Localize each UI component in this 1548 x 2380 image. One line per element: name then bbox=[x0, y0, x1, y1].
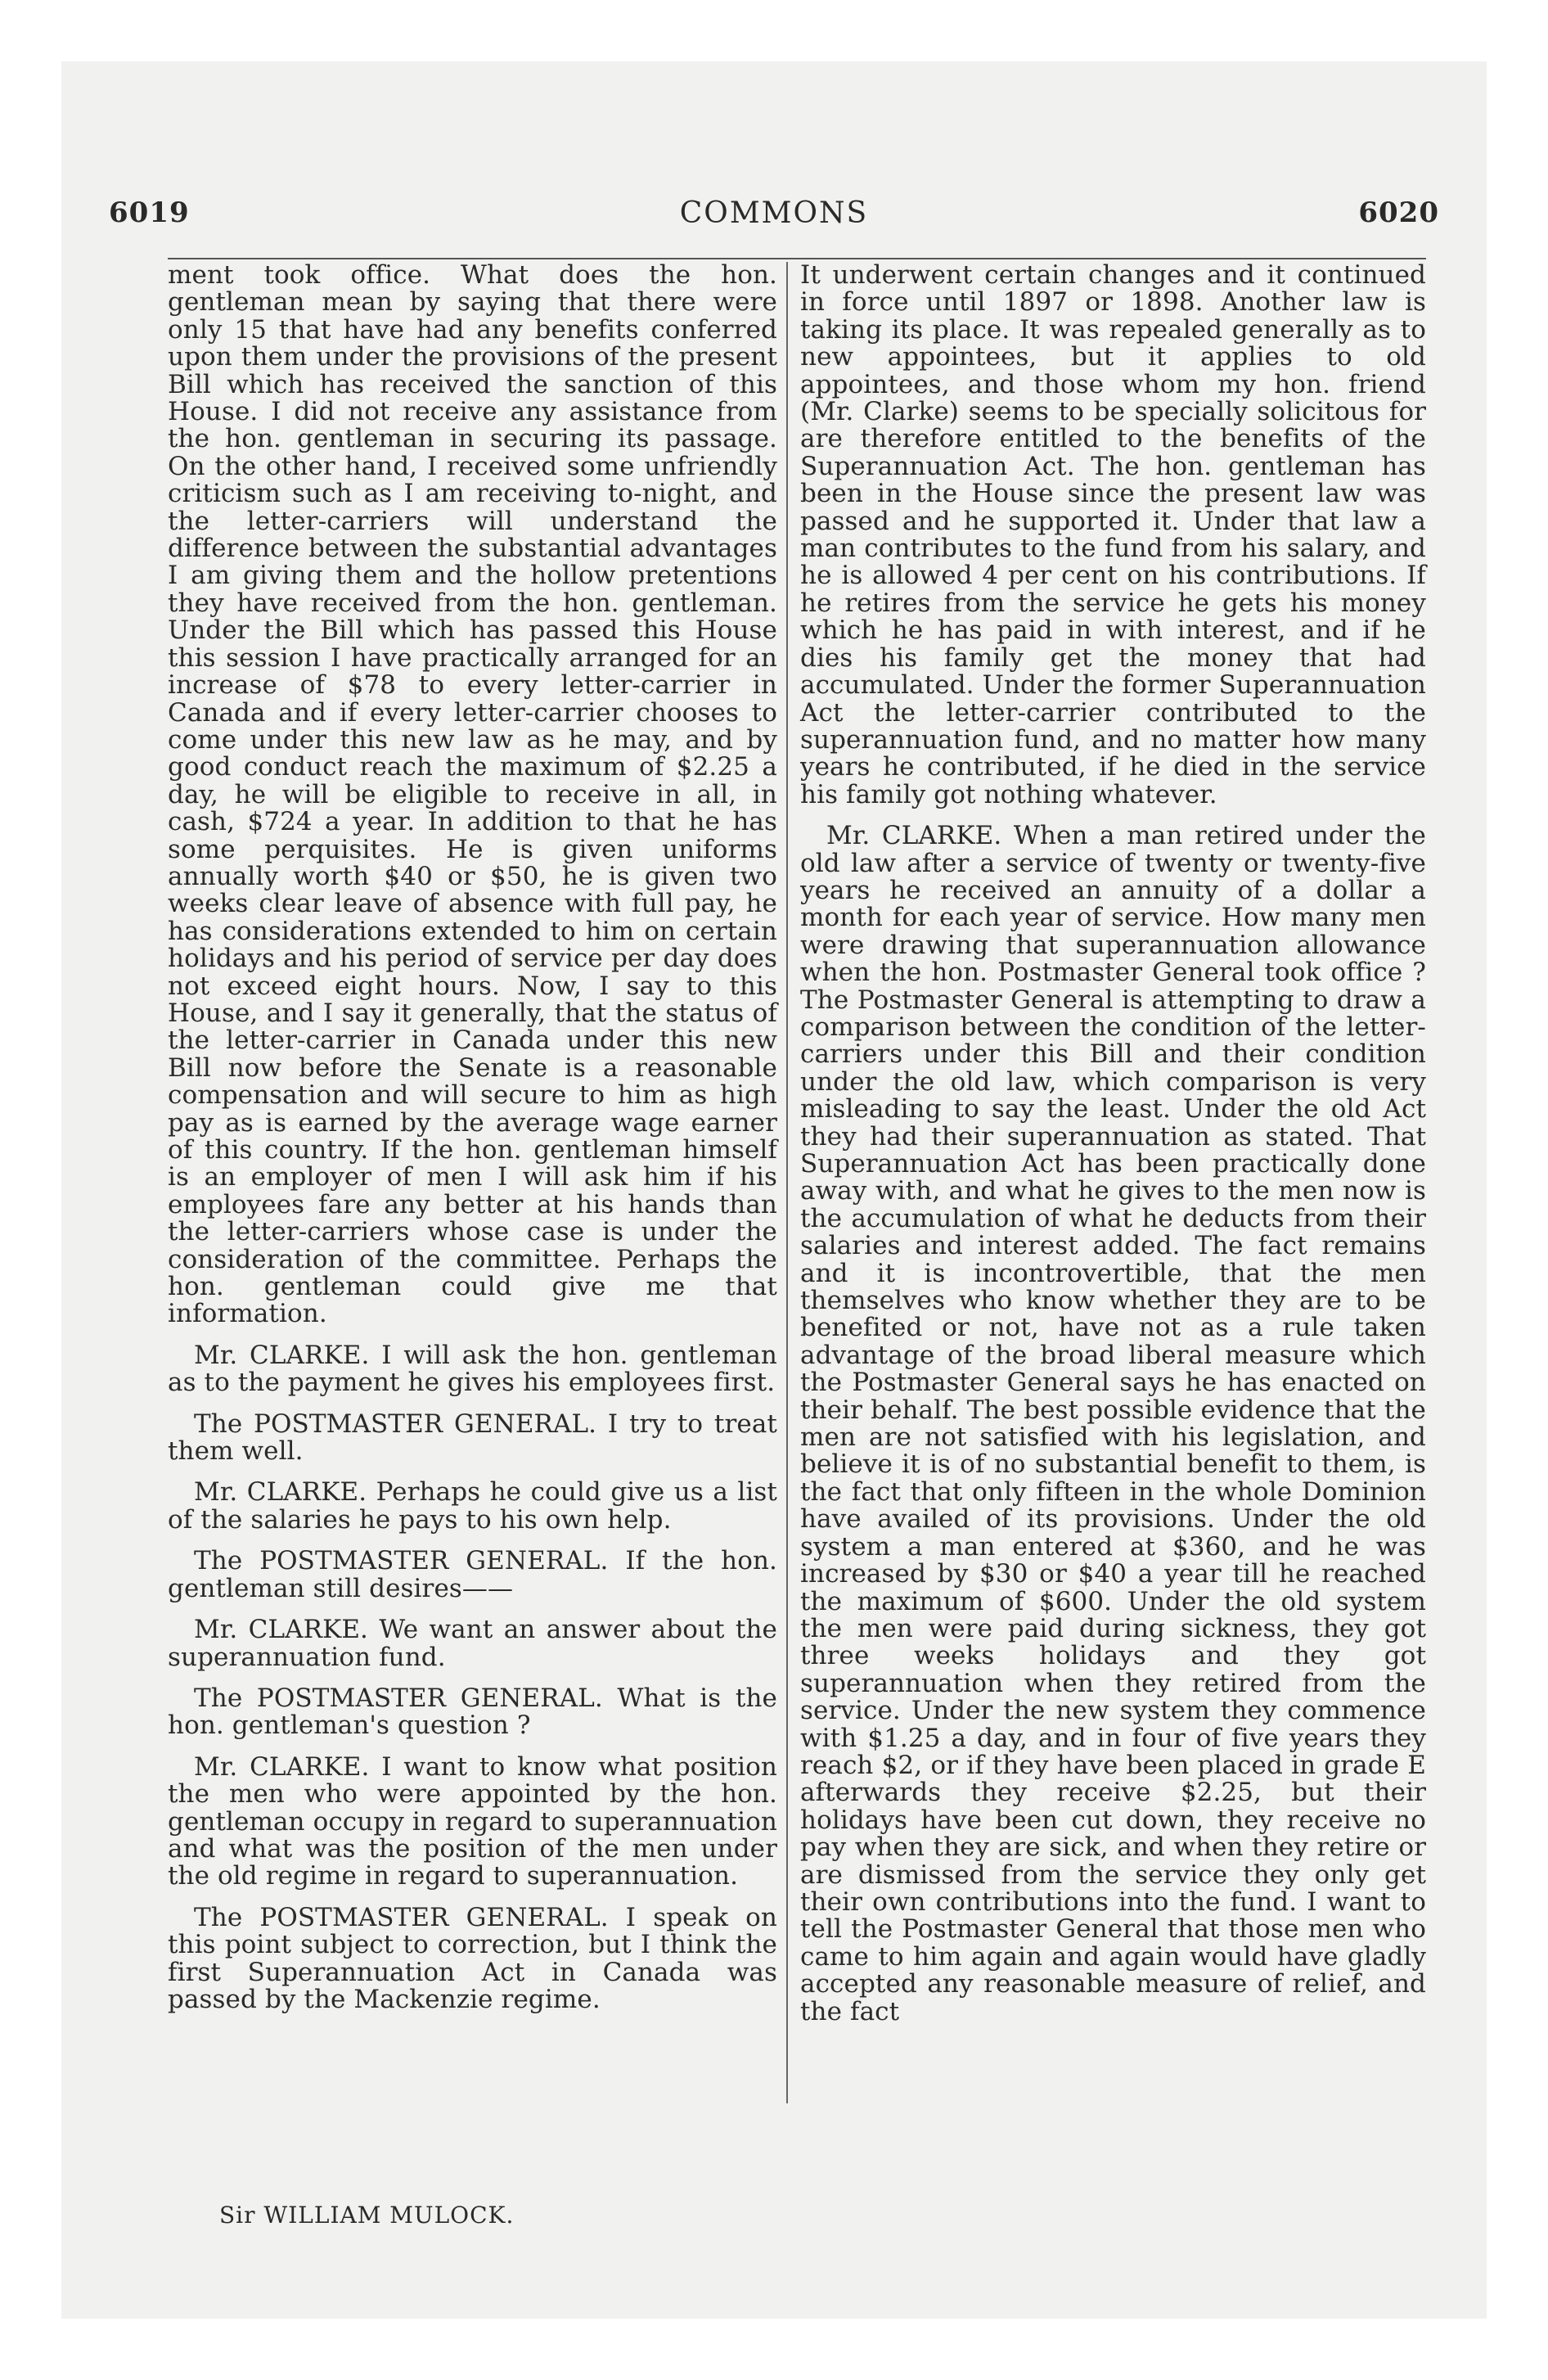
paragraph: Mr. CLARKE. We want an answer about the superannuation fund. bbox=[168, 1615, 777, 1672]
paragraph: Mr. CLARKE. Perhaps he could give us a list of the salaries he pays to his own help. bbox=[168, 1477, 777, 1535]
paragraph: The POSTMASTER GENERAL. What is the hon. gentleman's question ? bbox=[168, 1683, 777, 1741]
paragraph: The POSTMASTER GENERAL. If the hon. gentleman still desires—— bbox=[168, 1546, 777, 1603]
paragraph: It underwent certain changes and it continued in force until 1897 or 1898. Another law is taking its place. It was repealed generally as to new appointees, but it applies to old appointees, and those whom my hon. friend (Mr. Clarke) seems to be specially solicitous for are therefore entitled to the benefits of the Superannuation Act. The hon. gentleman has been in the House since the present law was passed and he supported it. Under that law a man contributes to the fund from his salary, and he is allowed 4 per cent on his contributions. If he retires from the service he gets his money which he has paid in with interest, and if he dies his family get the money that had accumulated. Under the former Superannuation Act the letter-carrier contributed to the superannuation fund, and no matter how many years he contributed, if he died in the service his family got nothing whatever. bbox=[800, 260, 1426, 809]
paragraph: Mr. CLARKE. I will ask the hon. gentleman as to the payment he gives his employees first. bbox=[168, 1340, 777, 1398]
column-divider bbox=[786, 262, 788, 2103]
paragraph: The POSTMASTER GENERAL. I try to treat them well. bbox=[168, 1409, 777, 1467]
right-page-number: 6020 bbox=[1358, 196, 1439, 229]
paragraph: Mr. CLARKE. I want to know what position the men who were appointed by the hon. gentleman occupy in regard to superannuation and what was the position of the men under the old regime in regard to superannuation. bbox=[168, 1751, 777, 1891]
page-title: COMMONS bbox=[679, 196, 869, 230]
footer-signature: Sir WILLIAM MULOCK. bbox=[219, 2202, 515, 2229]
paragraph: ment took office. What does the hon. gentleman mean by saying that there were only 15 that have had any benefits conferred upon them under the provisions of the present Bill which has received the sanction of this House. I did not receive any assistance from the hon. gentleman in securing its passage. On the other hand, I received some unfriendly criticism such as I am receiving to-night, and the letter-carriers will understand the difference between the substantial advantages I am giving them and the hollow pretentions they have received from the hon. gentleman. Under the Bill which has passed this House this session I have practically arranged for an increase of $78 to every letter-carrier in Canada and if every letter-carrier chooses to come under this new law as he may, and by good conduct reach the maximum of $2.25 a day, he will be eligible to receive in all, in cash, $724 a year. In addition to that he has some perquisites. He is given uniforms annually worth $40 or $50, he is given two weeks clear leave of absence with full pay, he has considerations extended to him on certain holidays and his period of service per day does not exceed eight hours. Now, I say to this House, and I say it generally, that the status of the letter-carrier in Canada under this new Bill now before the Senate is a reasonable compensation and will secure to him as high pay as is earned by the average wage earner of this country. If the hon. gentleman himself is an employer of men I will ask him if his employees fare any better at his hands than the letter-carriers whose case is under the consideration of the committee. Perhaps the hon. gentleman could give me that information. bbox=[168, 260, 777, 1329]
paragraph: Mr. CLARKE. When a man retired under the old law after a service of twenty or twenty-five years he received an annuity of a dollar a month for each year of service. How many men were drawing that superannuation allowance when the hon. Postmaster General took office ? The Postmaster General is attempting to draw a comparison between the condition of the letter-carriers under this Bill and their condition under the old law, which comparison is very misleading to say the least. Under the old Act they had their superannuation as stated. That Superannuation Act has been practically done away with, and what he gives to the men now is the accumulation of what he deducts from their salaries and interest added. The fact remains and it is incontrovertible, that the men themselves who know whether they are to be benefited or not, have not as a rule taken advantage of the broad liberal measure which the Postmaster General says he has enacted on their behalf. The best possible evidence that the men are not satisfied with his legislation, and believe it is of no substantial benefit to them, is the fact that only fifteen in the whole Dominion have availed of its provisions. Under the old system a man entered at $360, and he was increased by $30 or $40 a year till he reached the maximum of $600. Under the old system the men were paid during sickness, they got three weeks holidays and they got superannuation when they retired from the service. Under the new system they commence with $1.25 a day, and in four of five years they reach $2, or if they have been placed in grade E afterwards they receive $2.25, but their holidays have been cut down, they receive no pay when they are sick, and when they retire or are dismissed from the service they only get their own contributions into the fund. I want to tell the Postmaster General that those men who came to him again and again would have gladly accepted any reasonable measure of relief, and the fact bbox=[800, 821, 1426, 2026]
left-column bbox=[168, 262, 777, 2027]
left-page-number: 6019 bbox=[109, 196, 190, 229]
header-rule bbox=[168, 258, 1426, 259]
page-header bbox=[109, 196, 1439, 246]
right-column bbox=[800, 262, 1426, 2040]
paragraph: The POSTMASTER GENERAL. I speak on this point subject to correction, but I think the first Superannuation Act in Canada was passed by the Mackenzie regime. bbox=[168, 1902, 777, 2014]
